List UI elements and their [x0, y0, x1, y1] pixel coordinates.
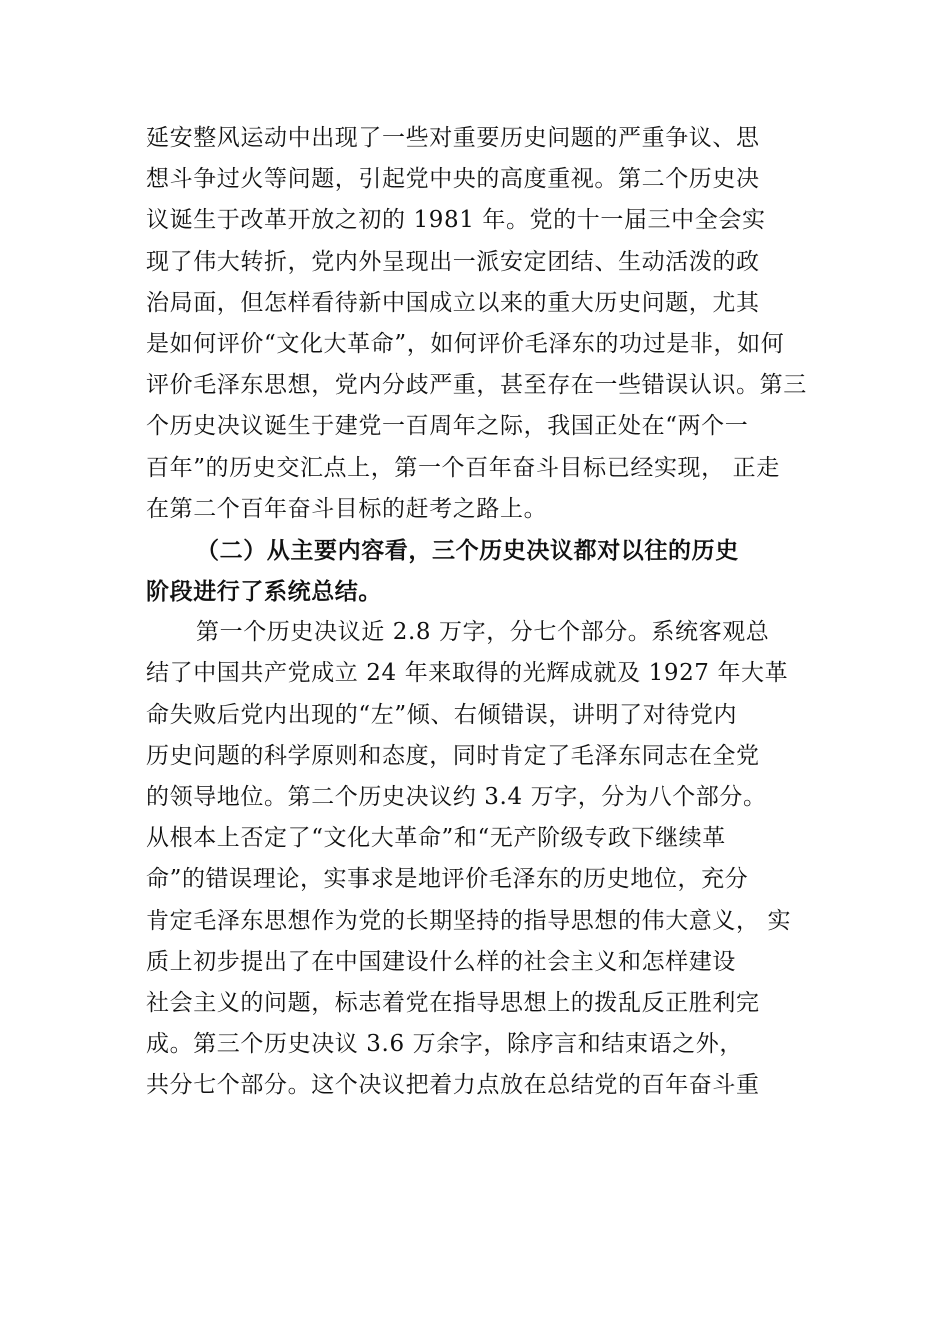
text-line: 治局面，但怎样看待新中国成立以来的重大历史问题，尤其: [146, 289, 760, 316]
text-line: 是如何评价“文化大革命”，如何评价毛泽东的功过是非，如何: [146, 330, 785, 357]
text-line: 的领导地位。第二个历史决议约 3.4 万字，分为八个部分。: [146, 784, 767, 810]
text-line: 延安整风运动中出现了一些对重要历史问题的严重争议、思: [146, 125, 760, 151]
text-line: 现了伟大转折，党内外呈现出一派安定团结、生动活泼的政: [146, 248, 760, 275]
text-line: 在第二个百年奋斗目标的赶考之路上。: [146, 495, 548, 522]
text-line: 想斗争过火等问题，引起党中央的高度重视。第二个历史决: [146, 166, 760, 193]
section-heading-continued: 阶段进行了系统总结。: [146, 578, 382, 606]
text-line: 质上初步提出了在中国建设什么样的社会主义和怎样建设: [146, 948, 736, 975]
text-line: 从根本上否定了“文化大革命”和“无产阶级专政下继续革: [146, 825, 726, 852]
text-line: 社会主义的问题，标志着党在指导思想上的拨乱反正胜利完: [146, 989, 760, 1016]
text-line: 命”的错误理论，实事求是地评价毛泽东的历史地位，充分: [146, 866, 749, 893]
text-line: 个历史决议诞生于建党一百周年之际，我国正处在“两个一: [146, 413, 749, 440]
paragraph-first-line: 第一个历史决议近 2.8 万字，分七个部分。系统客观总: [196, 619, 770, 646]
text-line: 历史问题的科学原则和态度，同时肯定了毛泽东同志在全党: [146, 742, 760, 769]
document-text: [146, 118, 826, 1107]
text-line: 议诞生于改革开放之初的 1981 年。党的十一届三中全会实: [146, 207, 766, 234]
text-line: 百年”的历史交汇点上，第一个百年奋斗目标已经实现， 正走: [146, 454, 780, 481]
text-line: 命失败后党内出现的“左”倾、右倾错误，讲明了对待党内: [146, 701, 738, 728]
text-line: 肯定毛泽东思想作为党的长期坚持的指导思想的伟大意义， 实: [146, 907, 792, 934]
text-line: 结了中国共产党成立 24 年来取得的光辉成就及 1927 年大革: [146, 660, 789, 687]
section-heading: （二）从主要内容看，三个历史决议都对以往的历史: [196, 536, 739, 564]
text-line: 共分七个部分。这个决议把着力点放在总结党的百年奋斗重: [146, 1072, 760, 1099]
text-line: 评价毛泽东思想，党内分歧严重，甚至存在一些错误认识。第三: [146, 372, 807, 399]
text-line: 成。第三个历史决议 3.6 万余字，除序言和结束语之外，: [146, 1031, 743, 1058]
